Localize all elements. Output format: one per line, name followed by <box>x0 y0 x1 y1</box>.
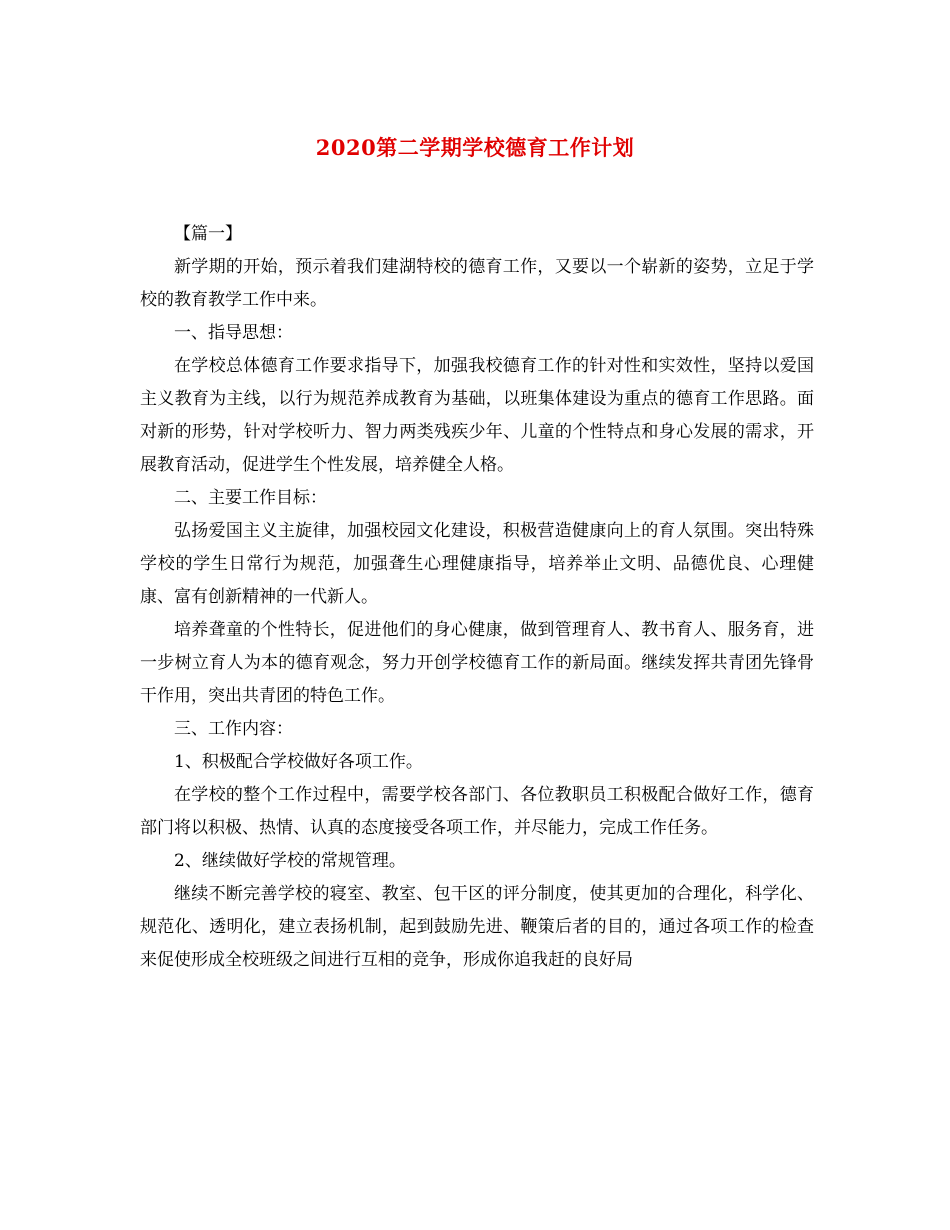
section-heading: 三、工作内容： <box>174 719 293 739</box>
subsection-heading: 1、积极配合学校做好各项工作。 <box>174 752 423 772</box>
paragraph: 弘扬爱国主义主旋律，加强校园文化建设，积极营造健康向上的育人氛围。突出特殊学校的学生日常行为规范，加强聋生心理健康指导，培养举止文明、品德优良、心理健康、富有创新精神的一代新人。 <box>140 521 814 607</box>
document-body <box>140 218 814 977</box>
paragraph: 在学校总体德育工作要求指导下，加强我校德育工作的针对性和实效性，坚持以爱国主义教育为主线，以行为规范养成教育为基础，以班集体建设为重点的德育工作思路。面对新的形势，针对学校听力、智力两类残疾少年、儿童的个性特点和身心发展的需求，开展教育活动，促进学生个性发展，培养健全人格。 <box>140 356 814 475</box>
paragraph: 继续不断完善学校的寝室、教室、包干区的评分制度，使其更加的合理化，科学化、规范化、透明化，建立表扬机制，起到鼓励先进、鞭策后者的目的，通过各项工作的检查来促使形成全校班级之间进行互相的竞争，形成你追我赶的良好局 <box>140 884 814 970</box>
paragraph: 新学期的开始，预示着我们建湖特校的德育工作，又要以一个崭新的姿势，立足于学校的教育教学工作中来。 <box>140 257 814 310</box>
paragraph: 培养聋童的个性特长，促进他们的身心健康，做到管理育人、教书育人、服务育，进一步树立育人为本的德育观念，努力开创学校德育工作的新局面。继续发挥共青团先锋骨干作用，突出共青团的特色工作。 <box>140 620 814 706</box>
section-heading: 一、指导思想： <box>174 323 293 343</box>
section-heading: 二、主要工作目标： <box>174 488 327 508</box>
paragraph: 在学校的整个工作过程中，需要学校各部门、各位教职员工积极配合做好工作，德育部门将以积极、热情、认真的态度接受各项工作，并尽能力，完成工作任务。 <box>140 785 814 838</box>
document-title: 2020第二学期学校德育工作计划 <box>315 135 635 160</box>
subsection-heading: 2、继续做好学校的常规管理。 <box>174 851 406 871</box>
section-label: 【篇一】 <box>174 224 242 244</box>
